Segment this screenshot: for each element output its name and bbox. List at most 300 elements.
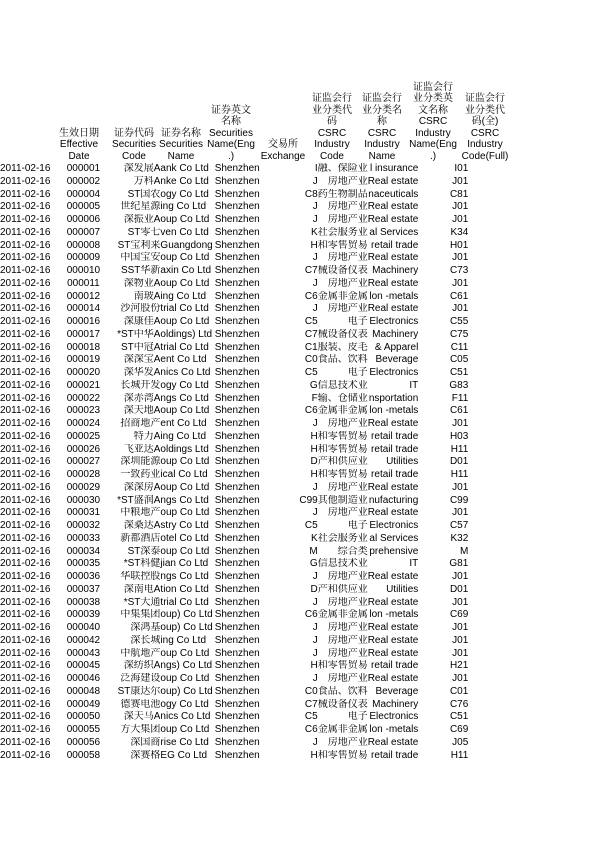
cell-securities-code: 000030 <box>66 494 101 506</box>
cell-effective-date: 2011-02-16 <box>0 711 51 723</box>
header-csrc-industry-name-eng <box>405 78 461 162</box>
cell-csrc-code-full: J01 <box>452 571 469 582</box>
table-row <box>0 750 468 763</box>
header-csrc-industry-name <box>356 78 408 162</box>
cell-csrc-name-eng: lon -metals <box>369 290 419 302</box>
cell-securities-code: 000032 <box>66 520 101 531</box>
table-row <box>0 686 468 699</box>
cell-csrc-name-eng: lon -metals <box>369 405 419 417</box>
cell-securities-name: 德赛电池 <box>120 698 161 710</box>
cell-securities-name: 一致药业 <box>120 469 161 480</box>
cell-securities-name: 中国宝安 <box>120 252 161 264</box>
header-line: 业分类名 <box>362 104 402 116</box>
cell-exchange: Shenzhen <box>214 545 260 557</box>
cell-securities-name: ST中冠A <box>120 341 161 353</box>
cell-csrc-name: 房地产业 <box>327 634 368 646</box>
cell-csrc-code: J <box>312 673 318 684</box>
cell-securities-name: 世纪星源 <box>120 201 161 213</box>
cell-csrc-code-full: C05 <box>449 354 469 366</box>
cell-exchange: Shenzhen <box>214 214 260 225</box>
cell-csrc-code: J <box>312 507 318 519</box>
cell-securities-code: 000020 <box>66 367 101 378</box>
cell-securities-code: 000006 <box>66 214 101 225</box>
cell-csrc-code: C7 <box>304 698 318 710</box>
cell-csrc-name: 房地产业 <box>327 303 368 315</box>
cell-securities-name: 万科A <box>133 175 161 187</box>
cell-csrc-name-eng: IT <box>409 558 419 570</box>
table-row <box>0 597 468 610</box>
cell-effective-date: 2011-02-16 <box>0 596 51 608</box>
cell-securities-code: 000009 <box>66 252 101 264</box>
table-row <box>0 737 468 750</box>
header-line: Securities <box>159 139 203 150</box>
header-securities-name-eng <box>203 78 259 162</box>
cell-csrc-code: C6 <box>304 609 318 621</box>
cell-exchange: Shenzhen <box>214 443 260 455</box>
cell-effective-date: 2011-02-16 <box>0 354 51 366</box>
cell-csrc-code-full: C61 <box>449 405 469 417</box>
cell-securities-code: 000043 <box>66 647 101 659</box>
cell-csrc-name-eng: Real estate <box>367 622 419 633</box>
cell-securities-name: 深天马A <box>123 711 161 723</box>
cell-securities-name: *ST科健 <box>123 558 161 570</box>
cell-exchange: Shenzhen <box>214 188 260 200</box>
cell-csrc-name-eng: al Services <box>369 226 419 238</box>
cell-csrc-name: 电子 <box>347 316 368 327</box>
cell-effective-date: 2011-02-16 <box>0 481 51 493</box>
cell-securities-code: 000016 <box>66 316 101 327</box>
cell-exchange: Shenzhen <box>214 724 260 735</box>
table-row <box>0 635 468 648</box>
cell-csrc-code-full: C69 <box>449 724 469 735</box>
cell-exchange: Shenzhen <box>214 226 260 238</box>
cell-csrc-name-eng: Real estate <box>367 252 419 264</box>
cell-csrc-code: C7 <box>304 328 318 340</box>
cell-csrc-code-full: C99 <box>449 494 469 506</box>
cell-securities-name: 飞亚达A <box>123 443 161 455</box>
cell-securities-name: 深振业A <box>123 214 161 225</box>
cell-csrc-code-full: C76 <box>449 698 469 710</box>
table-row <box>0 240 468 253</box>
cell-csrc-code-full: J01 <box>452 277 469 289</box>
cell-csrc-code: D <box>310 583 318 595</box>
header-line: 名称 <box>221 116 241 127</box>
cell-csrc-code: J <box>312 596 318 608</box>
cell-securities-name-eng: oup) Co Ltd <box>160 609 213 621</box>
cell-effective-date: 2011-02-16 <box>0 571 51 582</box>
cell-csrc-name: 其他制造业 <box>317 494 368 506</box>
cell-securities-name-eng: ogy Co Ltd <box>160 379 209 391</box>
cell-csrc-code-full: J01 <box>452 303 469 315</box>
cell-csrc-name: 械设备仪表 <box>317 698 368 710</box>
table-row <box>0 163 468 176</box>
cell-securities-name-eng: trial Co Ltd <box>160 303 209 315</box>
cell-securities-name-eng: ven Co Ltd <box>160 226 209 238</box>
cell-csrc-name-eng: Utilities <box>386 583 419 595</box>
cell-securities-name: 深康佳A <box>123 316 161 327</box>
cell-securities-name-eng: oup Co Ltd <box>160 647 210 659</box>
cell-securities-name: ST零七 <box>127 226 161 238</box>
cell-securities-name: ST宝利来 <box>117 239 161 251</box>
cell-csrc-name-eng: Electronics <box>369 316 419 327</box>
cell-csrc-code-full: H11 <box>450 749 469 761</box>
header-line: CSRC <box>470 127 500 139</box>
cell-csrc-code: J <box>312 647 318 659</box>
header-line: Securities <box>209 127 253 139</box>
cell-securities-name: 深纺织A <box>123 660 161 672</box>
cell-csrc-code-full: C81 <box>449 188 469 200</box>
cell-effective-date: 2011-02-16 <box>0 469 51 480</box>
cell-csrc-name-eng: prehensive <box>369 545 419 557</box>
cell-effective-date: 2011-02-16 <box>0 545 51 557</box>
cell-csrc-name: 房地产业 <box>327 647 368 659</box>
table-row <box>0 724 468 737</box>
cell-securities-code: 000055 <box>66 724 101 735</box>
cell-csrc-code: K <box>311 226 318 238</box>
cell-securities-code: 000007 <box>66 226 101 238</box>
table-row <box>0 507 468 520</box>
cell-csrc-code-full: H11 <box>450 469 469 480</box>
cell-securities-name-eng: nke Co Ltd <box>160 175 209 187</box>
cell-securities-name: 泛海建设 <box>120 673 161 684</box>
cell-csrc-code: J <box>312 277 318 289</box>
cell-csrc-name-eng: Real estate <box>367 634 419 646</box>
cell-csrc-code: C8 <box>304 188 318 200</box>
cell-csrc-name: 综合类 <box>337 545 368 557</box>
cell-csrc-name-eng: retail trade <box>371 660 419 672</box>
header-line: 生效日期 <box>59 127 99 139</box>
table-row <box>0 482 468 495</box>
cell-effective-date: 2011-02-16 <box>0 622 51 633</box>
cell-csrc-code-full: J01 <box>452 214 469 225</box>
cell-csrc-code: D <box>310 456 318 468</box>
cell-securities-code: 000022 <box>66 392 101 404</box>
cell-effective-date: 2011-02-16 <box>0 201 51 213</box>
cell-securities-name-eng: nics Co Ltd <box>160 367 211 378</box>
cell-csrc-name-eng: nufacturing <box>368 494 419 506</box>
header-line: 证监会行 <box>413 81 453 93</box>
cell-csrc-name: 房地产业 <box>327 214 368 225</box>
cell-securities-name-eng: ing Co Ltd <box>160 201 207 213</box>
cell-csrc-name: 金属非金属 <box>317 724 368 735</box>
cell-csrc-name: 信息技术业 <box>317 379 368 391</box>
table-row <box>0 546 468 559</box>
cell-securities-name: 深国商 <box>130 736 161 748</box>
table-row <box>0 609 468 622</box>
cell-csrc-name: 和零售贸易 <box>317 430 368 442</box>
cell-effective-date: 2011-02-16 <box>0 239 51 251</box>
cell-exchange: Shenzhen <box>214 316 260 327</box>
cell-securities-name: 新都酒店 <box>120 532 161 544</box>
cell-csrc-name: 药生物制品 <box>317 188 368 200</box>
cell-exchange: Shenzhen <box>214 532 260 544</box>
header-line: 证券英文 <box>211 104 251 116</box>
cell-effective-date: 2011-02-16 <box>0 252 51 264</box>
cell-securities-code: 000045 <box>66 660 101 672</box>
cell-effective-date: 2011-02-16 <box>0 188 51 200</box>
cell-securities-name-eng: ngs Co Ltd <box>160 392 209 404</box>
table-row <box>0 303 468 316</box>
cell-securities-name-eng: otel Co Ltd <box>160 532 209 544</box>
cell-securities-name-eng: oup Co Ltd <box>160 316 210 327</box>
table-row <box>0 444 468 457</box>
cell-csrc-code: J <box>312 303 318 315</box>
cell-securities-name: 长城开发 <box>120 379 161 391</box>
cell-csrc-name-eng: Real estate <box>367 507 419 519</box>
cell-csrc-code: C0 <box>304 685 318 697</box>
cell-effective-date: 2011-02-16 <box>0 418 51 429</box>
cell-securities-name: 深天地A <box>123 405 161 417</box>
cell-csrc-code-full: C11 <box>450 341 469 353</box>
table-row <box>0 495 468 508</box>
cell-csrc-name-eng: Real estate <box>367 214 419 225</box>
cell-csrc-code: C6 <box>304 290 318 302</box>
cell-csrc-name: 房地产业 <box>327 481 368 493</box>
cell-effective-date: 2011-02-16 <box>0 520 51 531</box>
header-line: Industry <box>314 139 350 150</box>
cell-effective-date: 2011-02-16 <box>0 609 51 621</box>
header-line: CSRC <box>317 127 347 139</box>
cell-exchange: Shenzhen <box>214 685 260 697</box>
cell-csrc-name-eng: retail trade <box>371 469 419 480</box>
cell-exchange: Shenzhen <box>214 749 260 761</box>
cell-csrc-name: 房地产业 <box>327 252 368 264</box>
cell-csrc-name-eng: IT <box>409 379 419 391</box>
cell-effective-date: 2011-02-16 <box>0 494 51 506</box>
header-csrc-industry-code <box>306 78 358 162</box>
cell-csrc-code: C5 <box>304 711 318 723</box>
cell-securities-code: 000027 <box>66 456 101 468</box>
cell-securities-code: 000050 <box>66 711 101 723</box>
cell-securities-name-eng: oup Co Ltd <box>160 481 210 493</box>
cell-exchange: Shenzhen <box>214 469 260 480</box>
cell-csrc-name-eng: Electronics <box>369 711 419 723</box>
cell-securities-name: 深发展A <box>123 163 161 174</box>
cell-securities-name: 深赛格 <box>130 749 161 761</box>
cell-securities-name: ST国农 <box>127 188 161 200</box>
cell-securities-name-eng: ing Co Ltd <box>160 290 207 302</box>
cell-csrc-code: C5 <box>304 367 318 378</box>
cell-csrc-code-full: I01 <box>454 163 469 174</box>
cell-securities-name: 华联控股 <box>120 571 161 582</box>
table-row <box>0 189 468 202</box>
cell-exchange: Shenzhen <box>214 379 260 391</box>
cell-exchange: Shenzhen <box>214 163 260 174</box>
cell-csrc-code: J <box>312 634 318 646</box>
cell-securities-name: ST深泰 <box>127 545 161 557</box>
cell-exchange: Shenzhen <box>214 609 260 621</box>
table-row <box>0 520 468 533</box>
cell-securities-name: 深深宝A <box>123 354 161 366</box>
cell-effective-date: 2011-02-16 <box>0 647 51 659</box>
table-row <box>0 418 468 431</box>
cell-securities-code: 000002 <box>66 175 101 187</box>
header-securities-name <box>156 78 206 162</box>
header-line: .) <box>429 150 437 162</box>
cell-csrc-name-eng: Real estate <box>367 673 419 684</box>
cell-csrc-name: 融、保险业 <box>317 163 368 174</box>
cell-csrc-name: 房地产业 <box>327 507 368 519</box>
cell-csrc-code: J <box>312 252 318 264</box>
cell-securities-name: 深南电A <box>123 583 161 595</box>
cell-csrc-name-eng: Machinery <box>372 698 419 710</box>
cell-securities-name-eng: ngs Co Ltd <box>160 494 209 506</box>
cell-csrc-name: 房地产业 <box>327 736 368 748</box>
cell-securities-name-eng: oup Co Ltd <box>160 724 210 735</box>
cell-effective-date: 2011-02-16 <box>0 430 51 442</box>
cell-csrc-name: 械设备仪表 <box>317 328 368 340</box>
cell-securities-code: 000046 <box>66 673 101 684</box>
cell-csrc-code-full: J01 <box>452 418 469 429</box>
cell-csrc-code: H <box>310 469 318 480</box>
cell-csrc-code: H <box>310 660 318 672</box>
table-row <box>0 393 468 406</box>
cell-exchange: Shenzhen <box>214 571 260 582</box>
cell-csrc-code: J <box>312 418 318 429</box>
cell-csrc-name: 房地产业 <box>327 673 368 684</box>
cell-securities-code: 000037 <box>66 583 101 595</box>
cell-securities-name-eng: rise Co Ltd <box>160 736 209 748</box>
table-row <box>0 176 468 189</box>
table-row <box>0 571 468 584</box>
cell-exchange: Shenzhen <box>214 239 260 251</box>
cell-csrc-name-eng: Real estate <box>367 736 419 748</box>
cell-securities-name-eng: ogy Co Ltd <box>160 698 209 710</box>
cell-csrc-code-full: J01 <box>452 647 469 659</box>
header-line: Industry <box>415 127 451 139</box>
cell-securities-code: 000004 <box>66 188 101 200</box>
header-line: Name <box>167 150 195 162</box>
cell-securities-code: 000005 <box>66 201 101 213</box>
cell-exchange: Shenzhen <box>214 290 260 302</box>
table-row <box>0 431 468 444</box>
cell-effective-date: 2011-02-16 <box>0 558 51 570</box>
cell-csrc-code: G <box>309 379 318 391</box>
cell-csrc-name-eng: Real estate <box>367 571 419 582</box>
table-row <box>0 622 468 635</box>
cell-securities-name-eng: trial Co Ltd <box>160 341 209 353</box>
cell-csrc-code: J <box>312 175 318 187</box>
cell-securities-code: 000034 <box>66 545 101 557</box>
cell-effective-date: 2011-02-16 <box>0 265 51 276</box>
cell-securities-name-eng: tion Co Ltd <box>160 583 209 595</box>
header-line: Code <box>122 150 146 162</box>
cell-exchange: Shenzhen <box>214 252 260 264</box>
cell-csrc-name: 和零售贸易 <box>317 239 368 251</box>
cell-securities-code: 000036 <box>66 571 101 582</box>
header-line: Name(Eng <box>409 139 457 150</box>
cell-csrc-code-full: D01 <box>449 456 469 468</box>
cell-exchange: Shenzhen <box>214 341 260 353</box>
cell-effective-date: 2011-02-16 <box>0 634 51 646</box>
cell-csrc-code-full: C55 <box>449 316 469 327</box>
cell-securities-name-eng: ogy Co Ltd <box>160 188 209 200</box>
cell-csrc-code: I <box>314 163 318 174</box>
cell-securities-name-eng: trial Co Ltd <box>160 596 209 608</box>
table-row <box>0 316 468 329</box>
header-line: Code <box>320 150 344 162</box>
header-line: 证券名称 <box>161 127 201 139</box>
cell-securities-name: 深圳能源 <box>120 456 161 468</box>
cell-securities-code: 000035 <box>66 558 101 570</box>
cell-csrc-name-eng: nsportation <box>368 392 419 404</box>
cell-securities-code: 000023 <box>66 405 101 417</box>
cell-securities-name-eng: EG Co Ltd <box>160 749 208 761</box>
cell-securities-code: 000040 <box>66 622 101 633</box>
cell-effective-date: 2011-02-16 <box>0 507 51 519</box>
cell-effective-date: 2011-02-16 <box>0 226 51 238</box>
cell-csrc-name: 房地产业 <box>327 277 368 289</box>
table-row <box>0 648 468 661</box>
cell-securities-code: 000012 <box>66 290 101 302</box>
cell-csrc-code-full: J01 <box>452 481 469 493</box>
cell-effective-date: 2011-02-16 <box>0 685 51 697</box>
cell-csrc-name: 金属非金属 <box>317 609 368 621</box>
cell-csrc-code-full: H21 <box>449 660 469 672</box>
header-csrc-industry-code-full <box>457 78 513 162</box>
cell-csrc-code-full: C51 <box>449 711 469 723</box>
cell-csrc-code-full: H03 <box>449 430 469 442</box>
cell-securities-code: 000029 <box>66 481 101 493</box>
cell-securities-name: 深深房A <box>123 481 161 493</box>
cell-csrc-code: J <box>312 214 318 225</box>
cell-securities-name-eng: ing Co Ltd <box>160 430 207 442</box>
cell-csrc-name: 房地产业 <box>327 622 368 633</box>
cell-csrc-name-eng: retail trade <box>371 239 419 251</box>
cell-csrc-name-eng: Real estate <box>367 418 419 429</box>
cell-securities-name: 深物业A <box>123 277 161 289</box>
cell-securities-name: 南玻A <box>133 290 161 302</box>
cell-securities-name-eng: oup Co Ltd <box>160 214 210 225</box>
table-row <box>0 291 468 304</box>
header-line: 证监会行 <box>465 93 505 104</box>
cell-exchange: Shenzhen <box>214 558 260 570</box>
header-line: 称 <box>377 116 387 127</box>
cell-csrc-name-eng: al Services <box>369 532 419 544</box>
cell-exchange: Shenzhen <box>214 698 260 710</box>
header-line: Name(Eng <box>207 139 255 150</box>
cell-effective-date: 2011-02-16 <box>0 698 51 710</box>
table-row <box>0 405 468 418</box>
table-row <box>0 584 468 597</box>
cell-csrc-name-eng: Real estate <box>367 481 419 493</box>
cell-securities-name: *ST中华A <box>117 328 161 340</box>
cell-effective-date: 2011-02-16 <box>0 163 51 174</box>
cell-csrc-name: 社会服务业 <box>317 226 368 238</box>
cell-securities-name: 方大集团 <box>120 724 161 735</box>
cell-effective-date: 2011-02-16 <box>0 379 51 391</box>
cell-csrc-name: 和零售贸易 <box>317 443 368 455</box>
cell-effective-date: 2011-02-16 <box>0 456 51 468</box>
cell-csrc-name: 和零售贸易 <box>317 469 368 480</box>
cell-csrc-code-full: H01 <box>449 239 469 251</box>
cell-csrc-code-full: D01 <box>449 583 469 595</box>
cell-effective-date: 2011-02-16 <box>0 214 51 225</box>
cell-csrc-code-full: C61 <box>449 290 469 302</box>
cell-effective-date: 2011-02-16 <box>0 532 51 544</box>
cell-csrc-code-full: C69 <box>449 609 469 621</box>
header-line: 证监会行 <box>362 93 402 104</box>
cell-csrc-name-eng: Real estate <box>367 596 419 608</box>
table-row <box>0 354 468 367</box>
cell-securities-name-eng: ent Co Ltd <box>160 354 207 366</box>
cell-securities-name: 沙河股份 <box>120 303 161 315</box>
cell-securities-name-eng: oup Co Ltd <box>160 405 210 417</box>
cell-securities-name-eng: ical Co Ltd <box>160 469 208 480</box>
cell-csrc-name: 电子 <box>347 711 368 723</box>
cell-csrc-name-eng: & Apparel <box>374 341 419 353</box>
cell-exchange: Shenzhen <box>214 277 260 289</box>
